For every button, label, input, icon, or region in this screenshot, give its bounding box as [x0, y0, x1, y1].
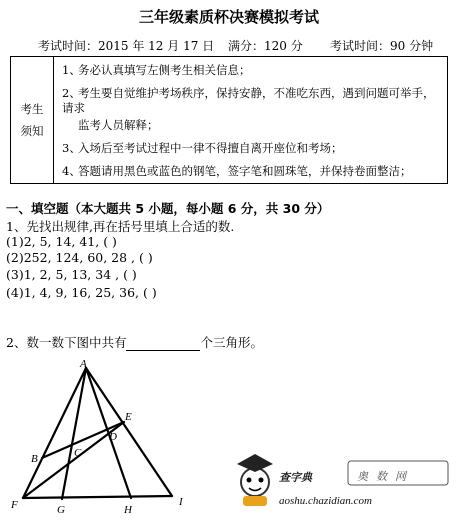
vertex-label-A: A [80, 360, 87, 370]
notice-table [10, 56, 448, 184]
notice-item: 3、入场后至考试过程中一律不得擅自离开座位和考场； [62, 141, 343, 155]
exam-duration: 考试时间：90 分钟 [330, 39, 434, 53]
question-1-prompt: 1、先找出规律,再在括号里填上合适的数. [6, 219, 235, 234]
brand-text: 查字典 [279, 472, 312, 484]
edge-AG [62, 368, 86, 499]
mascot-eye-left [247, 478, 252, 483]
question-2-suffix: 个三角形。 [200, 335, 263, 350]
notice-item-continued: 监考人员解释； [78, 118, 159, 132]
edge-AF [23, 368, 86, 498]
vertex-label-H: H [124, 504, 132, 516]
vertex-label-D: D [109, 431, 117, 443]
watermark-url: aoshu.chazidian.com [279, 495, 372, 507]
vertex-label-F: F [11, 499, 18, 511]
triangle-figure [0, 360, 230, 520]
notice-label-line1: 考生 [20, 102, 44, 116]
mascot-body [243, 496, 267, 506]
question-1-item-2: (2)252, 124, 60, 28 , ( ) [6, 250, 153, 265]
vertex-label-E: E [125, 411, 132, 423]
question-1-item-1: (1)2, 5, 14, 41, ( ) [6, 234, 117, 249]
notice-label-line2: 须知 [20, 124, 44, 138]
vertex-label-C: C [74, 447, 82, 459]
graduation-cap [237, 454, 273, 472]
vertex-label-G: G [57, 504, 65, 516]
page-title: 三年级素质杯决赛模拟考试 [138, 8, 319, 26]
watermark-logo [233, 448, 453, 514]
question-2-prefix: 2、数一数下图中共有 [6, 335, 127, 350]
sub-brand-text: 奥数网 [357, 471, 414, 483]
exam-date: 考试时间：2015 年 12 月 17 日 [38, 39, 215, 53]
notice-item: 1、务必认真填写左侧考生相关信息； [62, 63, 251, 77]
answer-blank[interactable] [126, 338, 200, 351]
vertex-label-B: B [31, 453, 38, 465]
notice-label [11, 57, 54, 184]
notice-items [54, 57, 448, 184]
question-1-item-4: (4)1, 4, 9, 16, 25, 36, ( ) [6, 285, 157, 300]
notice-item: 2、考生要自觉维护考场秩序，保持安静，不准吃东西，遇到问题可举手，请求 [62, 86, 435, 115]
vertex-label-I: I [179, 496, 183, 508]
full-score: 满分：120 分 [228, 39, 303, 53]
question-1-item-3: (3)1, 2, 5, 13, 34 , ( ) [6, 267, 137, 282]
mascot-eye-right [259, 478, 264, 483]
question-2 [6, 333, 263, 351]
mascot-graphic [233, 448, 453, 510]
mascot-face [241, 468, 269, 496]
edge-FI [23, 496, 172, 498]
section-heading: 一、填空题（本大题共 5 小题，每小题 6 分，共 30 分） [6, 201, 330, 216]
notice-item: 4、答题请用黑色或蓝色的钢笔，签字笔和圆珠笔，并保持卷面整洁； [62, 164, 412, 178]
